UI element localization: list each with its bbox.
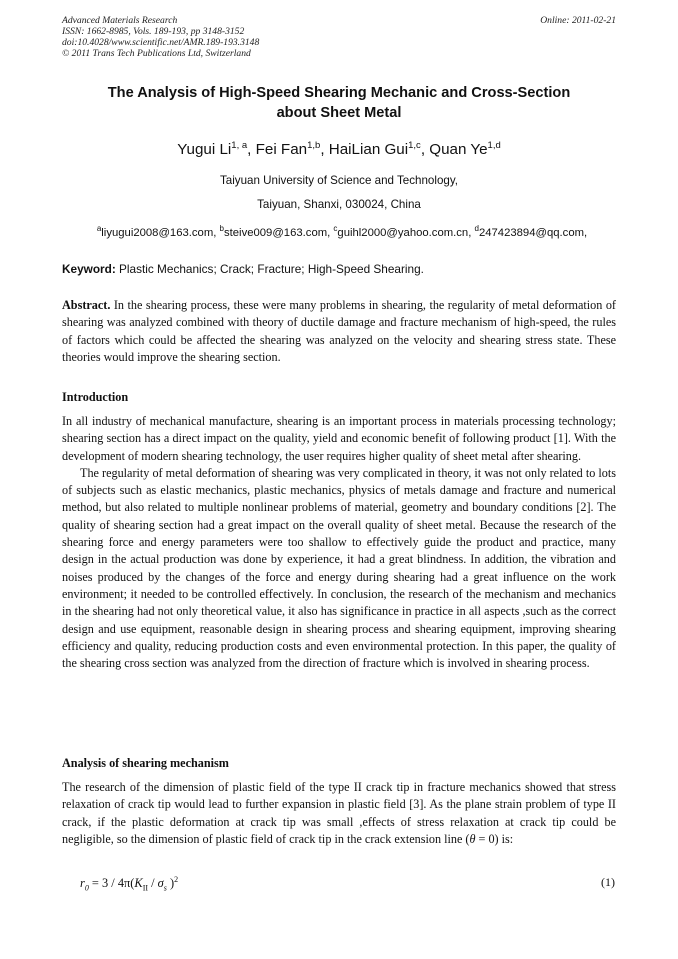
author-affil-mark: 1,c bbox=[408, 140, 421, 151]
email-mark: c bbox=[333, 224, 338, 233]
online-date: Online: 2011-02-21 bbox=[540, 15, 616, 26]
email-link[interactable]: 247423894@qq.com, bbox=[478, 226, 588, 239]
abstract-label: Abstract. bbox=[62, 298, 111, 312]
email-link[interactable]: liyugui2008@163.com, bbox=[101, 226, 217, 239]
author-name: HaiLian Gui bbox=[328, 141, 409, 159]
analysis-paragraph-1 bbox=[62, 779, 616, 848]
author-name: Fei Fan bbox=[255, 141, 308, 159]
eq-k: K bbox=[134, 876, 143, 891]
theta-symbol: θ bbox=[469, 831, 476, 846]
eq-sigma: σ bbox=[157, 876, 164, 891]
email-mark: d bbox=[474, 224, 479, 233]
paper-title bbox=[62, 83, 616, 123]
equation-1 bbox=[80, 872, 178, 897]
analysis-heading: Analysis of shearing mechanism bbox=[62, 756, 229, 770]
analysis-body bbox=[62, 779, 616, 848]
doi-line[interactable]: doi:10.4028/www.scientific.net/AMR.189-193.3148 bbox=[62, 37, 260, 48]
eq-body: = 3 / 4π( bbox=[88, 876, 135, 891]
introduction-heading: Introduction bbox=[62, 390, 129, 404]
eq-k-sub: II bbox=[142, 883, 149, 893]
keyword-line bbox=[62, 261, 616, 277]
author-affil-mark: 1, a bbox=[231, 140, 248, 151]
analysis-text-after: = 0) is: bbox=[475, 831, 514, 846]
email-link[interactable]: steive009@163.com, bbox=[223, 226, 331, 239]
eq-r-sub: 0 bbox=[84, 883, 89, 893]
eq-r: r bbox=[80, 876, 85, 891]
title-line-1: The Analysis of High-Speed Shearing Mechanic and Cross-Section bbox=[107, 85, 571, 101]
title-line-2: about Sheet Metal bbox=[276, 105, 402, 121]
abstract-text: In the shearing process, these were many problems in shearing, the regularity of metal deformation of shearing was analyzed combined with theory of ductile damage and fracture mechanism of high-speed, the rules of factors which could be affected the shearing was analyzed on the velocity and shearing stress state. These theories would improve the shearing section. bbox=[62, 298, 616, 364]
eq-close: ) bbox=[166, 876, 175, 891]
affiliation-line-2: Taiyuan, Shanxi, 030024, China bbox=[257, 198, 421, 211]
author-name: Quan Ye bbox=[429, 141, 488, 159]
intro-paragraph-2: The regularity of metal deformation of shearing was very complicated in theory, it was not only related to lots of subjects such as elastic mechanics, plastic mechanics, physics of metals damage and fracture and numerical method, but also related to multiple nonlinear problems of material, geometry and boundary conditions [2]. The quality of shearing section had a great impact on the overall quality of sheet metal. Because the research of the shearing force and energy parameters were too shallow to effectively guide the product and practice, many design in the actual production was done by experience, it had a great blindness. In addition, the vibration and noises produced by the changes of the force and energy during shearing had a great influence on the work environment; it needed to be controlled effectively. In conclusion, the research of the mechanism and mechanics in the shearing had not only theoretical value, it also has significance in practice in all aspects ,such as the correct design and use equipment, reasonable design in shearing process and shearing equipment, improving shearing efficiency and quality, reducing production costs and even environmental protection. In this paper, the quality of the shearing cross section was analyzed from the direction of fracture which is involved in shearing process. bbox=[62, 465, 616, 671]
intro-paragraph-1: In all industry of mechanical manufacture, shearing is an important process in materials processing technology; shearing section has a direct impact on the quality, yield and economic benefit of following product [1]. With the development of modern shearing technology, the user requires higher quality of sheet metal after shearing. bbox=[62, 414, 616, 463]
introduction-body bbox=[62, 413, 616, 672]
eq-power: 2 bbox=[174, 875, 179, 884]
keyword-text: Plastic Mechanics; Crack; Fracture; High-Speed Shearing. bbox=[119, 262, 424, 276]
author-affil-mark: 1,b bbox=[307, 140, 321, 151]
author-list: Yugui Li$^{1, a}$, Fei Fan$^{1,b}$, HaiLian Gui$^{1,c}$, Quan Ye$^{1,d}$ bbox=[177, 140, 501, 159]
author-affil-mark: 1,d bbox=[487, 140, 501, 151]
email-mark: a bbox=[96, 224, 102, 233]
author-name: Yugui Li bbox=[177, 141, 232, 159]
journal-header bbox=[62, 15, 616, 59]
issn-line: ISSN: 1662-8985, Vols. 189-193, pp 3148-3152 bbox=[62, 26, 245, 37]
affiliation-line-1: Taiyuan University of Science and Technology, bbox=[219, 174, 459, 187]
journal-name: Advanced Materials Research bbox=[62, 15, 178, 26]
eq-slash: / bbox=[148, 876, 158, 891]
author-emails bbox=[62, 221, 622, 241]
abstract-block bbox=[62, 297, 616, 366]
equation-number: (1) bbox=[601, 875, 615, 889]
eq-sigma-sub: s bbox=[163, 883, 167, 893]
analysis-text-before: The research of the dimension of plastic field of the type II crack tip in fracture mechanics showed that stress relaxation of crack tip would lead to further expansion in plastic field [3]. As the plane strain problem of type II crack, if the plastic deformation at crack tip was small ,effects of stress relaxation at crack tip could be negligible, so the dimension of plastic field of crack tip in the crack extension line ( bbox=[62, 780, 616, 846]
email-mark: b bbox=[219, 224, 224, 233]
copyright-line: © 2011 Trans Tech Publications Ltd, Switzerland bbox=[62, 48, 251, 59]
email-link[interactable]: guihl2000@yahoo.com.cn, bbox=[337, 226, 472, 239]
keyword-label: Keyword: bbox=[62, 262, 116, 276]
